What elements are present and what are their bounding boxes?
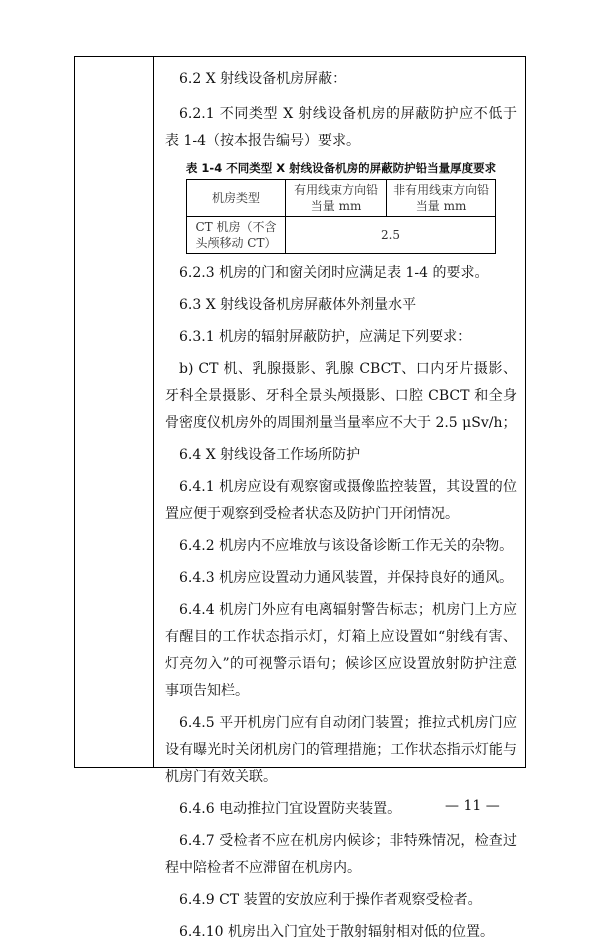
clause-6-4-2: 6.4.2 机房内不应堆放与该设备诊断工作无关的杂物。 (179, 538, 514, 554)
cell-lead-equivalent: 2.5 (286, 217, 496, 254)
section-6-4-heading: 6.4 X 射线设备工作场所防护 (179, 447, 361, 463)
column-divider (153, 56, 154, 768)
header-useful-beam: 有用线束方向铅当量 mm (286, 180, 387, 217)
clause-6-4-3: 6.4.3 机房应设置动力通风装置，并保持良好的通风。 (179, 570, 514, 586)
table-header-row (187, 180, 496, 217)
clause-6-4-9: 6.4.9 CT 装置的安放应利于操作者观察受检者。 (179, 892, 482, 908)
clause-6-3-1: 6.3.1 机房的辐射屏蔽防护，应满足下列要求： (179, 329, 472, 345)
clause-6-4-10: 6.4.10 机房出入门宜处于散射辐射相对低的位置。 (179, 924, 494, 940)
table-caption: 表 1-4 不同类型 X 射线设备机房的屏蔽防护铅当量厚度要求 (185, 161, 497, 175)
section-6-3-heading: 6.3 X 射线设备机房屏蔽体外剂量水平 (179, 297, 417, 313)
page-number: — 11 — (445, 798, 500, 814)
clause-6-4-6: 6.4.6 电动推拉门宜设置防夹装置。 (179, 801, 402, 817)
table-row (187, 217, 496, 254)
shielding-table (186, 179, 496, 254)
clause-6-4-5: 6.4.5 平开机房门应有自动闭门装置；推拉式机房门应设有曝光时关闭机房门的管理措施；工作状态指示灯能与机房门有效关联。 (165, 715, 517, 785)
cell-room-type: CT 机房（不含头颅移动 CT） (187, 217, 286, 254)
clause-6-4-1: 6.4.1 机房应设有观察窗或摄像监控装置，其设置的位置应便于观察到受检者状态及防护门开闭情况。 (165, 479, 517, 522)
clause-6-4-4: 6.4.4 机房门外应有电离辐射警告标志；机房门上方应有醒目的工作状态指示灯，灯箱上应设置如“射线有害、灯亮勿入”的可视警示语句；候诊区应设置放射防护注意事项告知栏。 (165, 602, 517, 699)
clause-6-2-1: 6.2.1 不同类型 X 射线设备机房的屏蔽防护应不低于表 1-4（按本报告编号）要求。 (165, 106, 517, 149)
clause-6-2-3: 6.2.3 机房的门和窗关闭时应满足表 1-4 的要求。 (179, 265, 489, 281)
standard-requirements-text (165, 66, 517, 951)
header-non-useful-beam: 非有用线束方向铅当量 mm (387, 180, 496, 217)
clause-6-3-1-b: b) CT 机、乳腺摄影、乳腺 CBCT、口内牙片摄影、牙科全景摄影、牙科全景头颅摄影、口腔 CBCT 和全身骨密度仪机房外的周围剂量当量率应不大于 2.5 μSv/h； (165, 361, 517, 431)
section-6-2-heading: 6.2 X 射线设备机房屏蔽： (179, 71, 347, 87)
clause-6-4-7: 6.4.7 受检者不应在机房内候诊；非特殊情况，检查过程中陪检者不应滞留在机房内。 (165, 833, 517, 876)
header-room-type: 机房类型 (187, 180, 286, 217)
